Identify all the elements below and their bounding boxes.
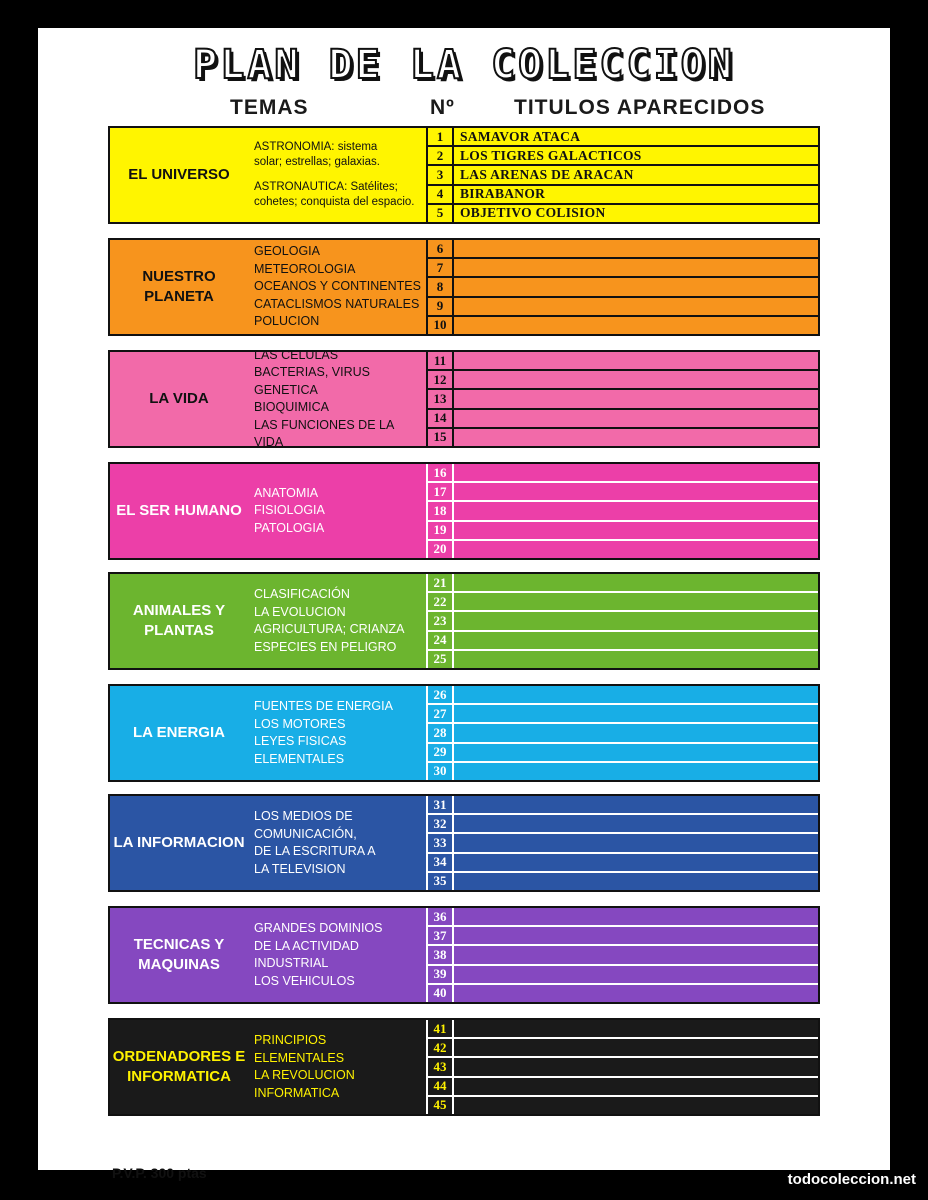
titles-column [454, 128, 818, 222]
issue-number: 28 [426, 724, 454, 743]
issue-number: 26 [426, 686, 454, 705]
issue-title [454, 1058, 818, 1077]
number-column [426, 352, 454, 446]
titles-column [454, 686, 818, 780]
issue-title [454, 502, 818, 521]
issue-number: 21 [426, 574, 454, 593]
titles-column [454, 240, 818, 334]
section-6 [108, 684, 820, 782]
subject-line: LA EVOLUCION [254, 604, 346, 619]
header-numero: Nº [430, 96, 455, 119]
issue-number: 37 [426, 927, 454, 946]
issue-number: 17 [426, 483, 454, 502]
section-subjects [254, 1020, 426, 1114]
subject-line: cohetes; conquista del espacio. [254, 196, 415, 208]
issue-number: 20 [426, 541, 454, 558]
subject-line: DE LA ESCRITURA A [254, 844, 376, 858]
issue-title [454, 298, 818, 317]
issue-number: 29 [426, 744, 454, 763]
section-name: LA VIDA [149, 390, 209, 407]
subject-line: LA REVOLUCION [254, 1068, 355, 1082]
subject-line: ELEMENTALES [254, 1050, 345, 1065]
issue-number: 15 [426, 429, 454, 446]
header-temas: TEMAS [230, 96, 309, 119]
subject-line: AGRICULTURA; CRIANZA [254, 622, 405, 636]
issue-title: LOS TIGRES GALACTICOS [454, 147, 818, 166]
issue-number: 10 [426, 317, 454, 334]
issue-number: 38 [426, 946, 454, 965]
issue-title [454, 410, 818, 429]
issue-number: 27 [426, 705, 454, 724]
issue-title [454, 763, 818, 780]
issue-number: 44 [426, 1078, 454, 1097]
number-column [426, 574, 454, 668]
issue-number: 18 [426, 502, 454, 521]
section-subjects [254, 574, 426, 668]
section-2 [108, 238, 820, 336]
issue-title [454, 240, 818, 259]
subject-line: solar; estrellas; galaxias. [254, 156, 380, 168]
subject-line: METEOROLOGIA [254, 261, 356, 276]
issue-title [454, 815, 818, 834]
section-name: LA INFORMACION [113, 834, 245, 851]
subject-line: CATACLISMOS NATURALES [254, 296, 420, 311]
subject-line: LEYES FISICAS [254, 734, 347, 748]
section-subjects [254, 908, 426, 1002]
issue-number: 11 [426, 352, 454, 371]
issue-number: 12 [426, 371, 454, 390]
subject-line: CLASIFICACIÓN [254, 587, 350, 601]
issue-title [454, 985, 818, 1002]
issue-title [454, 483, 818, 502]
issue-number: 1 [426, 128, 454, 147]
issue-number: 35 [426, 873, 454, 890]
issue-title [454, 541, 818, 558]
issue-number: 25 [426, 651, 454, 668]
section-name: LA ENERGIA [133, 724, 225, 741]
issue-number: 14 [426, 410, 454, 429]
section-subjects [254, 240, 426, 334]
subject-line: GRANDES DOMINIOS [254, 921, 383, 935]
issue-title [454, 908, 818, 927]
issue-number: 30 [426, 763, 454, 780]
issue-title [454, 612, 818, 631]
subject-line: FUENTES DE ENERGIA [254, 699, 393, 713]
issue-number: 36 [426, 908, 454, 927]
issue-number: 22 [426, 593, 454, 612]
titles-column [454, 796, 818, 890]
issue-title [454, 429, 818, 446]
subject-line: GEOLOGIA [254, 244, 320, 259]
issue-title [454, 632, 818, 651]
section-name: ANIMALES Y PLANTAS [132, 602, 226, 639]
issue-number: 8 [426, 278, 454, 297]
titles-column [454, 1020, 818, 1114]
section-name: ORDENADORES E INFORMATICA [112, 1048, 246, 1085]
subject-line: POLUCION [254, 314, 320, 329]
issue-title [454, 651, 818, 668]
subject-line: ASTRONOMIA: sistema [254, 141, 378, 153]
issue-title [454, 278, 818, 297]
subject-line: DE LA ACTIVIDAD [254, 938, 359, 953]
issue-number: 45 [426, 1097, 454, 1114]
section-3 [108, 347, 820, 449]
number-column [426, 796, 454, 890]
issue-title [454, 1097, 818, 1114]
issue-number: 42 [426, 1039, 454, 1058]
titles-column [454, 908, 818, 1002]
issue-title: LAS ARENAS DE ARACAN [454, 166, 818, 185]
watermark-logo: todocoleccion.net [787, 1171, 916, 1188]
issue-title [454, 946, 818, 965]
titles-column [454, 574, 818, 668]
issue-number: 39 [426, 966, 454, 985]
issue-title [454, 724, 818, 743]
section-9 [108, 1018, 820, 1116]
section-subjects [254, 796, 426, 890]
price-label: P.V.P. 300 ptas [112, 1165, 207, 1181]
number-column [426, 908, 454, 1002]
issue-title [454, 686, 818, 705]
issue-title [454, 390, 818, 409]
issue-title [454, 873, 818, 890]
issue-title [454, 1020, 818, 1039]
subject-line: LOS VEHICULOS [254, 973, 355, 988]
subject-line: ANATOMIA [254, 485, 319, 500]
issue-number: 23 [426, 612, 454, 631]
issue-number: 32 [426, 815, 454, 834]
subject-line: ASTRONAUTICA: Satélites; [254, 181, 398, 193]
issue-title [454, 464, 818, 483]
issue-title [454, 259, 818, 278]
issue-title [454, 796, 818, 815]
issue-title [454, 705, 818, 724]
issue-number: 4 [426, 186, 454, 205]
subject-line: COMUNICACIÓN, [254, 826, 357, 841]
issue-number: 40 [426, 985, 454, 1002]
issue-number: 13 [426, 390, 454, 409]
issue-title [454, 966, 818, 985]
issue-title [454, 1078, 818, 1097]
issue-title [454, 593, 818, 612]
subject-line: OCEANOS Y CONTINENTES [254, 279, 421, 294]
issue-number: 34 [426, 854, 454, 873]
subject-line: BIOQUIMICA [254, 400, 330, 414]
issue-number: 16 [426, 464, 454, 483]
section-4 [108, 462, 820, 560]
issue-title: OBJETIVO COLISION [460, 205, 606, 221]
issue-title [454, 927, 818, 946]
section-1 [108, 126, 820, 224]
section-7 [108, 794, 820, 892]
issue-title [454, 317, 818, 334]
subject-line: INFORMATICA [254, 1085, 340, 1100]
section-subjects [254, 464, 426, 558]
subject-line: GENETICA [254, 382, 318, 397]
issue-title: BIRABANOR [454, 186, 818, 205]
issue-title [454, 854, 818, 873]
subject-line: ESPECIES EN PELIGRO [254, 639, 397, 654]
titles-column [454, 464, 818, 558]
section-5 [108, 572, 820, 670]
number-column [426, 128, 454, 222]
titles-column [454, 352, 818, 446]
issue-title [454, 834, 818, 853]
section-subjects [254, 128, 426, 222]
subject-line: ELEMENTALES [254, 751, 345, 766]
issue-number: 43 [426, 1058, 454, 1077]
issue-number: 2 [426, 147, 454, 166]
issue-title [454, 1039, 818, 1058]
issue-number: 9 [426, 298, 454, 317]
issue-number: 41 [426, 1020, 454, 1039]
issue-title [454, 352, 818, 371]
subject-line: LOS MEDIOS DE [254, 809, 353, 823]
issue-number: 19 [426, 522, 454, 541]
section-8 [108, 906, 820, 1004]
issue-title [454, 744, 818, 763]
collection-title: PLAN DE LA COLECCION [193, 42, 735, 88]
subject-line: PRINCIPIOS [254, 1033, 327, 1047]
issue-title [454, 522, 818, 541]
section-name: NUESTRO PLANETA [142, 268, 216, 305]
number-column [426, 1020, 454, 1114]
subject-line: LA TELEVISION [254, 861, 346, 876]
number-column [426, 686, 454, 780]
header-titulos: TITULOS APARECIDOS [514, 96, 766, 119]
number-column [426, 464, 454, 558]
issue-number: 7 [426, 259, 454, 278]
section-subjects [254, 686, 426, 780]
subject-line: INDUSTRIAL [254, 956, 329, 970]
subject-line: PATOLOGIA [254, 520, 325, 535]
section-name: TECNICAS Y MAQUINAS [133, 936, 225, 973]
issue-number: 33 [426, 834, 454, 853]
issue-title [454, 371, 818, 390]
subject-line: LAS FUNCIONES DE LA VIDA [254, 417, 394, 449]
issue-number: 5 [426, 205, 454, 222]
issue-number: 6 [426, 240, 454, 259]
issue-number: 3 [426, 166, 454, 185]
section-name: EL UNIVERSO [128, 166, 230, 183]
issue-title: SAMAVOR ATACA [454, 128, 818, 147]
number-column [426, 240, 454, 334]
issue-number: 31 [426, 796, 454, 815]
subject-line: FISIOLOGIA [254, 503, 325, 518]
issue-number: 24 [426, 632, 454, 651]
subject-line: LAS CELULAS [254, 347, 339, 362]
issue-title [454, 574, 818, 593]
subject-line: BACTERIAS, VIRUS [254, 365, 370, 379]
subject-line: LOS MOTORES [254, 716, 346, 731]
section-name: EL SER HUMANO [116, 502, 242, 519]
section-subjects [254, 347, 426, 449]
